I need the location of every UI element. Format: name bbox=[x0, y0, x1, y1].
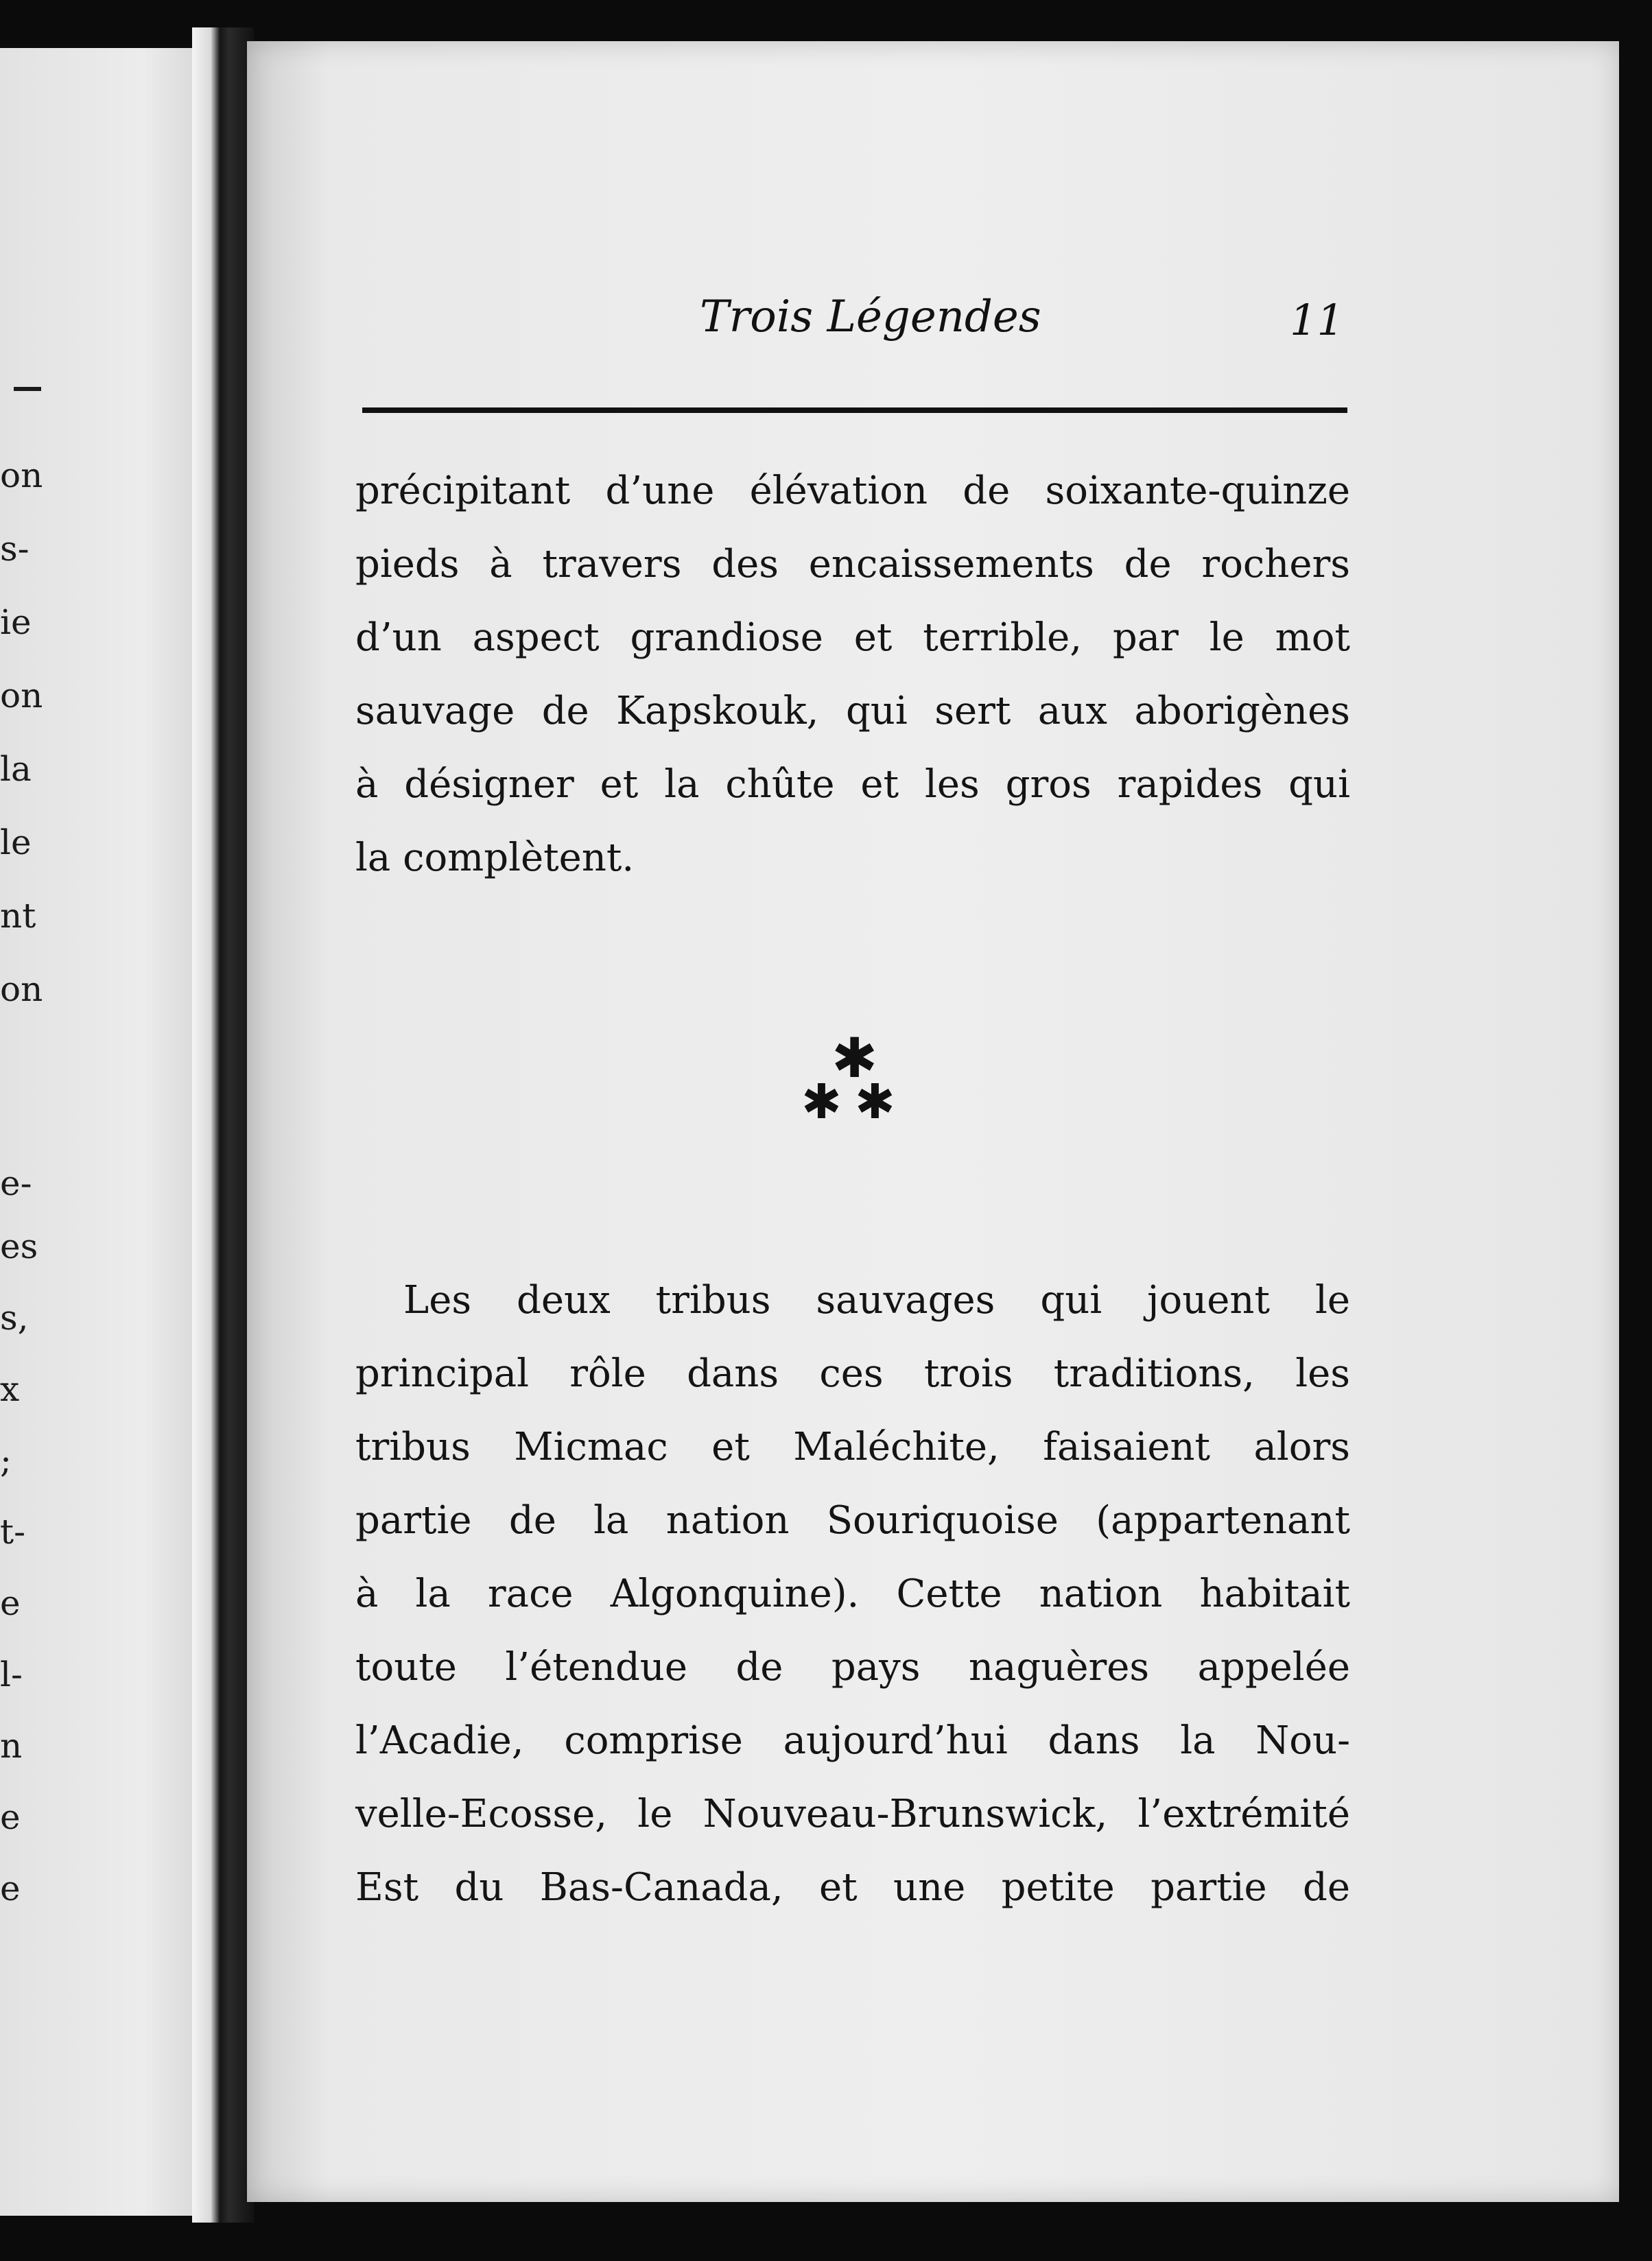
paragraph-1 bbox=[355, 454, 1350, 895]
facing-page-fragment: ie bbox=[0, 602, 32, 642]
facing-page-fragment: nt bbox=[0, 896, 36, 936]
text-line: sauvage de Kapskouk, qui sert aux aborigènes bbox=[355, 689, 1350, 733]
svg-text:✱: ✱ bbox=[855, 1074, 895, 1125]
facing-page-fragment: s, bbox=[0, 1298, 29, 1338]
facing-page-rule bbox=[14, 387, 41, 391]
text-line: toute l’étendue de pays naguères appelée bbox=[355, 1645, 1350, 1690]
paragraph-2 bbox=[355, 1264, 1350, 1924]
svg-text:✱: ✱ bbox=[801, 1074, 842, 1125]
text-line: principal rôle dans ces trois traditions, les bbox=[355, 1351, 1350, 1396]
facing-page-fragment: la bbox=[0, 749, 32, 789]
text-line: Les deux tribus sauvages qui jouent le bbox=[403, 1278, 1350, 1323]
text-line: pieds à travers des encaissements de rochers bbox=[355, 542, 1350, 587]
text-line: partie de la nation Souriquoise (appartenant bbox=[355, 1498, 1350, 1543]
text-line: Est du Bas-Canada, et une petite partie de bbox=[355, 1865, 1350, 1910]
asterism-icon bbox=[796, 1036, 899, 1125]
facing-page-fragment: le bbox=[0, 822, 32, 862]
page-number: 11 bbox=[1290, 295, 1344, 345]
facing-page-fragment: s- bbox=[0, 529, 30, 569]
svg-text:✱: ✱ bbox=[831, 1036, 878, 1090]
text-line: à désigner et la chûte et les gros rapides qui bbox=[355, 762, 1350, 807]
text-line: l’Acadie, comprise aujourd’hui dans la Nou- bbox=[355, 1718, 1350, 1763]
text-line: la complètent. bbox=[355, 836, 635, 880]
facing-page-fragment: l- bbox=[0, 1655, 23, 1694]
running-head-title: Trois Légendes bbox=[700, 292, 1041, 342]
facing-page-fragment: t- bbox=[0, 1512, 25, 1552]
header-rule bbox=[362, 407, 1347, 413]
facing-page-fragment: e bbox=[0, 1869, 21, 1908]
text-line: d’un aspect grandiose et terrible, par le mot bbox=[355, 615, 1350, 660]
facing-page-fragment: on bbox=[0, 676, 43, 715]
facing-page-fragment: n bbox=[0, 1726, 23, 1766]
facing-page-fragment: on bbox=[0, 969, 43, 1009]
facing-page-fragment: ; bbox=[0, 1441, 12, 1480]
facing-page-fragment: e bbox=[0, 1797, 21, 1837]
facing-page-fragment: e- bbox=[0, 1163, 32, 1203]
text-line: à la race Algonquine). Cette nation habitait bbox=[355, 1572, 1350, 1616]
text-line: velle-Ecosse, le Nouveau-Brunswick, l’extrémité bbox=[355, 1792, 1350, 1836]
facing-page-fragment: e bbox=[0, 1583, 21, 1623]
facing-page-fragment: es bbox=[0, 1227, 38, 1266]
text-line: tribus Micmac et Maléchite, faisaient alors bbox=[355, 1425, 1350, 1469]
text-line: précipitant d’une élévation de soixante-quinze bbox=[355, 469, 1350, 513]
facing-page-fragment: on bbox=[0, 455, 43, 495]
facing-page bbox=[0, 48, 206, 2216]
book-binding-gutter bbox=[192, 27, 254, 2223]
facing-page-fragment: x bbox=[0, 1369, 20, 1409]
